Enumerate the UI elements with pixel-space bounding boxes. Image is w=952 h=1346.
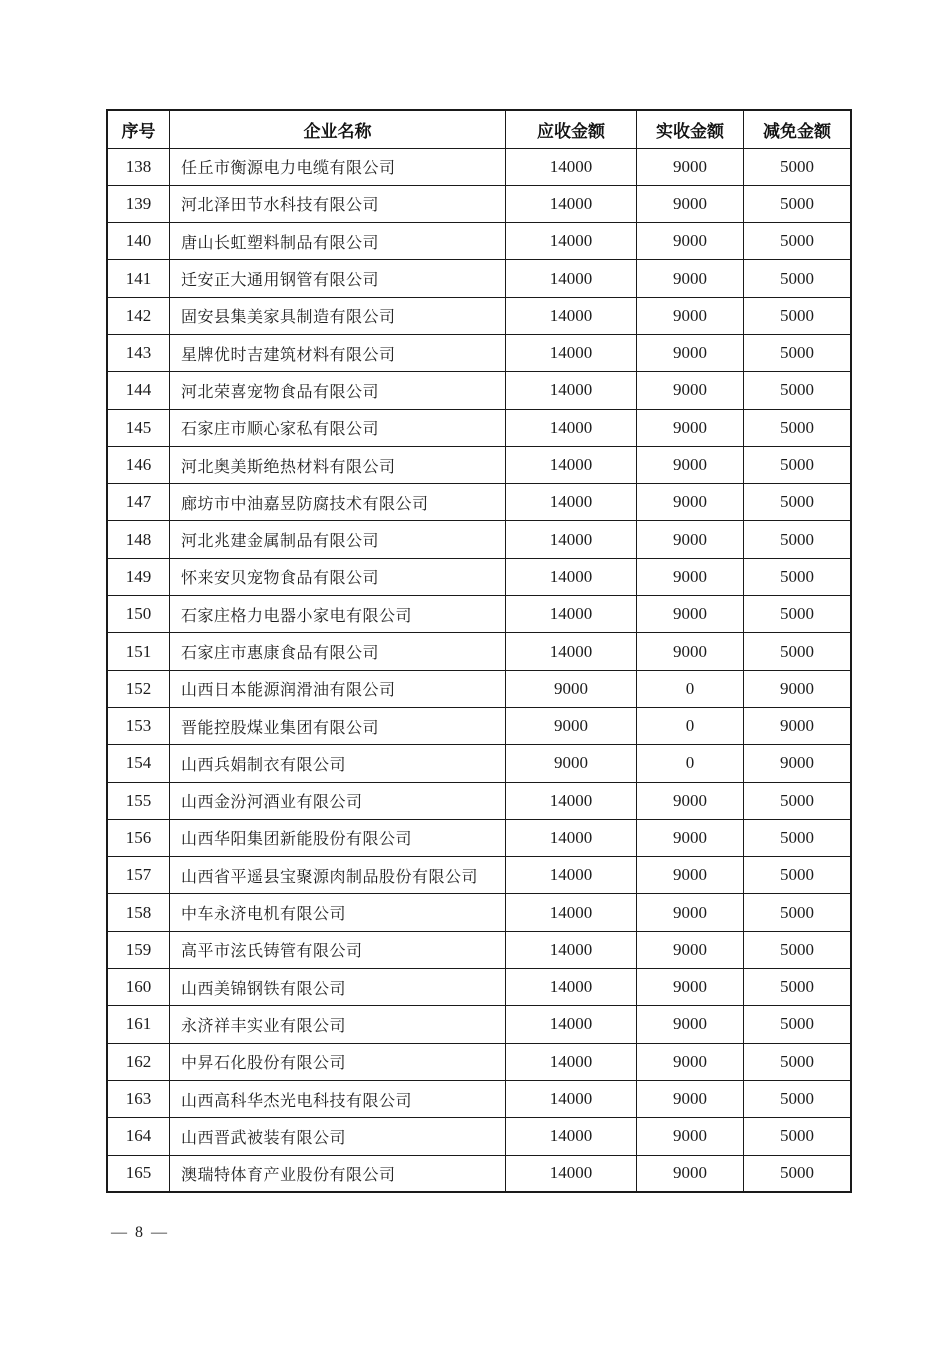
serial-number-cell: 159 [107,931,170,968]
received-amount-cell: 9000 [637,372,744,409]
company-name-cell: 山西美锦钢铁有限公司 [170,969,506,1006]
received-amount-cell: 9000 [637,596,744,633]
received-amount-cell: 9000 [637,782,744,819]
company-name-cell: 唐山长虹塑料制品有限公司 [170,223,506,260]
receivable-amount-cell: 14000 [506,782,637,819]
receivable-amount-cell: 14000 [506,1080,637,1117]
serial-number-cell: 147 [107,484,170,521]
company-name-cell: 石家庄格力电器小家电有限公司 [170,596,506,633]
company-name-cell: 石家庄市惠康食品有限公司 [170,633,506,670]
received-amount-cell: 9000 [637,446,744,483]
serial-number-cell: 140 [107,223,170,260]
company-name-cell: 山西金汾河酒业有限公司 [170,782,506,819]
table-row [107,297,851,334]
reduction-amount-cell: 9000 [744,670,852,707]
reduction-amount-cell: 5000 [744,484,852,521]
reduction-amount-cell: 5000 [744,1080,852,1117]
receivable-amount-cell: 14000 [506,894,637,931]
company-name-cell: 山西华阳集团新能股份有限公司 [170,819,506,856]
serial-number-cell: 153 [107,707,170,744]
table-row [107,558,851,595]
table-row [107,1155,851,1192]
table-row [107,223,851,260]
reduction-amount-cell: 5000 [744,1043,852,1080]
company-name-cell: 晋能控股煤业集团有限公司 [170,707,506,744]
reduction-amount-cell: 5000 [744,148,852,185]
received-amount-cell: 9000 [637,223,744,260]
receivable-amount-cell: 14000 [506,1043,637,1080]
table-row [107,1118,851,1155]
serial-number-cell: 154 [107,745,170,782]
receivable-amount-cell: 14000 [506,931,637,968]
received-amount-cell: 9000 [637,969,744,1006]
serial-number-cell: 156 [107,819,170,856]
serial-number-cell: 146 [107,446,170,483]
received-amount-cell: 9000 [637,1118,744,1155]
receivable-amount-cell: 14000 [506,484,637,521]
reduction-amount-cell: 9000 [744,707,852,744]
reduction-amount-cell: 5000 [744,521,852,558]
received-amount-cell: 9000 [637,185,744,222]
company-name-cell: 高平市泫氏铸管有限公司 [170,931,506,968]
table-row [107,931,851,968]
reduction-amount-cell: 5000 [744,185,852,222]
company-name-cell: 山西日本能源润滑油有限公司 [170,670,506,707]
company-name-cell: 河北兆建金属制品有限公司 [170,521,506,558]
receivable-amount-cell: 14000 [506,1006,637,1043]
received-amount-cell: 9000 [637,409,744,446]
table-row [107,409,851,446]
fee-table [106,109,852,1193]
received-amount-cell: 9000 [637,558,744,595]
serial-number-cell: 155 [107,782,170,819]
received-amount-cell: 9000 [637,1006,744,1043]
receivable-amount-cell: 14000 [506,1118,637,1155]
company-name-cell: 河北奥美斯绝热材料有限公司 [170,446,506,483]
received-amount-cell: 0 [637,707,744,744]
table-row [107,819,851,856]
company-name-cell: 怀来安贝宠物食品有限公司 [170,558,506,595]
reduction-amount-cell: 9000 [744,745,852,782]
reduction-amount-cell: 5000 [744,446,852,483]
serial-number-cell: 145 [107,409,170,446]
company-name-cell: 任丘市衡源电力电缆有限公司 [170,148,506,185]
receivable-amount-cell: 14000 [506,596,637,633]
serial-number-cell: 152 [107,670,170,707]
reduction-amount-cell: 5000 [744,894,852,931]
table-row [107,185,851,222]
received-amount-cell: 0 [637,670,744,707]
received-amount-cell: 9000 [637,484,744,521]
table-row [107,1006,851,1043]
company-name-cell: 石家庄市顺心家私有限公司 [170,409,506,446]
table-row [107,372,851,409]
serial-number-cell: 138 [107,148,170,185]
reduction-amount-cell: 5000 [744,857,852,894]
company-name-cell: 永济祥丰实业有限公司 [170,1006,506,1043]
receivable-amount-cell: 14000 [506,372,637,409]
received-amount-cell: 9000 [637,1043,744,1080]
company-name-cell: 星牌优时吉建筑材料有限公司 [170,334,506,371]
serial-number-cell: 164 [107,1118,170,1155]
company-name-cell: 中车永济电机有限公司 [170,894,506,931]
reduction-amount-cell: 5000 [744,969,852,1006]
header-receivable-amount: 应收金额 [506,110,637,148]
table-row [107,484,851,521]
company-name-cell: 河北荣喜宠物食品有限公司 [170,372,506,409]
serial-number-cell: 163 [107,1080,170,1117]
table-row [107,633,851,670]
received-amount-cell: 0 [637,745,744,782]
serial-number-cell: 158 [107,894,170,931]
reduction-amount-cell: 5000 [744,819,852,856]
reduction-amount-cell: 5000 [744,372,852,409]
receivable-amount-cell: 14000 [506,185,637,222]
company-name-cell: 河北泽田节水科技有限公司 [170,185,506,222]
reduction-amount-cell: 5000 [744,223,852,260]
company-name-cell: 固安县集美家具制造有限公司 [170,297,506,334]
receivable-amount-cell: 14000 [506,633,637,670]
receivable-amount-cell: 14000 [506,446,637,483]
table-row [107,446,851,483]
serial-number-cell: 148 [107,521,170,558]
received-amount-cell: 9000 [637,148,744,185]
table-row [107,260,851,297]
received-amount-cell: 9000 [637,931,744,968]
reduction-amount-cell: 5000 [744,596,852,633]
receivable-amount-cell: 14000 [506,260,637,297]
serial-number-cell: 141 [107,260,170,297]
page-number: — 8 — [111,1224,169,1241]
receivable-amount-cell: 14000 [506,558,637,595]
header-company-name: 企业名称 [170,110,506,148]
receivable-amount-cell: 14000 [506,969,637,1006]
serial-number-cell: 143 [107,334,170,371]
reduction-amount-cell: 5000 [744,334,852,371]
reduction-amount-cell: 5000 [744,409,852,446]
table-row [107,782,851,819]
received-amount-cell: 9000 [637,894,744,931]
company-name-cell: 廊坊市中油嘉昱防腐技术有限公司 [170,484,506,521]
serial-number-cell: 162 [107,1043,170,1080]
table-row [107,148,851,185]
receivable-amount-cell: 14000 [506,223,637,260]
receivable-amount-cell: 14000 [506,819,637,856]
received-amount-cell: 9000 [637,1155,744,1192]
company-name-cell: 山西晋武被装有限公司 [170,1118,506,1155]
reduction-amount-cell: 5000 [744,931,852,968]
company-name-cell: 迁安正大通用钢管有限公司 [170,260,506,297]
received-amount-cell: 9000 [637,1080,744,1117]
receivable-amount-cell: 14000 [506,148,637,185]
received-amount-cell: 9000 [637,857,744,894]
receivable-amount-cell: 9000 [506,745,637,782]
receivable-amount-cell: 14000 [506,521,637,558]
serial-number-cell: 150 [107,596,170,633]
table-row [107,521,851,558]
header-serial-number: 序号 [107,110,170,148]
table-row [107,596,851,633]
receivable-amount-cell: 9000 [506,707,637,744]
received-amount-cell: 9000 [637,819,744,856]
received-amount-cell: 9000 [637,260,744,297]
table-row [107,670,851,707]
table-row [107,1043,851,1080]
company-name-cell: 山西高科华杰光电科技有限公司 [170,1080,506,1117]
serial-number-cell: 160 [107,969,170,1006]
table-row [107,857,851,894]
company-name-cell: 山西兵娟制衣有限公司 [170,745,506,782]
table-row [107,1080,851,1117]
serial-number-cell: 161 [107,1006,170,1043]
received-amount-cell: 9000 [637,297,744,334]
company-name-cell: 山西省平遥县宝聚源肉制品股份有限公司 [170,857,506,894]
table-row [107,707,851,744]
receivable-amount-cell: 14000 [506,297,637,334]
company-name-cell: 中昇石化股份有限公司 [170,1043,506,1080]
reduction-amount-cell: 5000 [744,1118,852,1155]
receivable-amount-cell: 14000 [506,334,637,371]
serial-number-cell: 151 [107,633,170,670]
serial-number-cell: 157 [107,857,170,894]
reduction-amount-cell: 5000 [744,1006,852,1043]
table-row [107,894,851,931]
serial-number-cell: 139 [107,185,170,222]
table-row [107,334,851,371]
table-header-row [107,110,851,148]
receivable-amount-cell: 14000 [506,1155,637,1192]
header-received-amount: 实收金额 [637,110,744,148]
serial-number-cell: 165 [107,1155,170,1192]
received-amount-cell: 9000 [637,334,744,371]
header-reduction-amount: 减免金额 [744,110,852,148]
received-amount-cell: 9000 [637,521,744,558]
reduction-amount-cell: 5000 [744,782,852,819]
reduction-amount-cell: 5000 [744,297,852,334]
table-row [107,969,851,1006]
reduction-amount-cell: 5000 [744,260,852,297]
serial-number-cell: 144 [107,372,170,409]
reduction-amount-cell: 5000 [744,558,852,595]
reduction-amount-cell: 5000 [744,633,852,670]
reduction-amount-cell: 5000 [744,1155,852,1192]
received-amount-cell: 9000 [637,633,744,670]
company-name-cell: 澳瑞特体育产业股份有限公司 [170,1155,506,1192]
serial-number-cell: 149 [107,558,170,595]
table-row [107,745,851,782]
receivable-amount-cell: 14000 [506,857,637,894]
receivable-amount-cell: 14000 [506,409,637,446]
receivable-amount-cell: 9000 [506,670,637,707]
serial-number-cell: 142 [107,297,170,334]
